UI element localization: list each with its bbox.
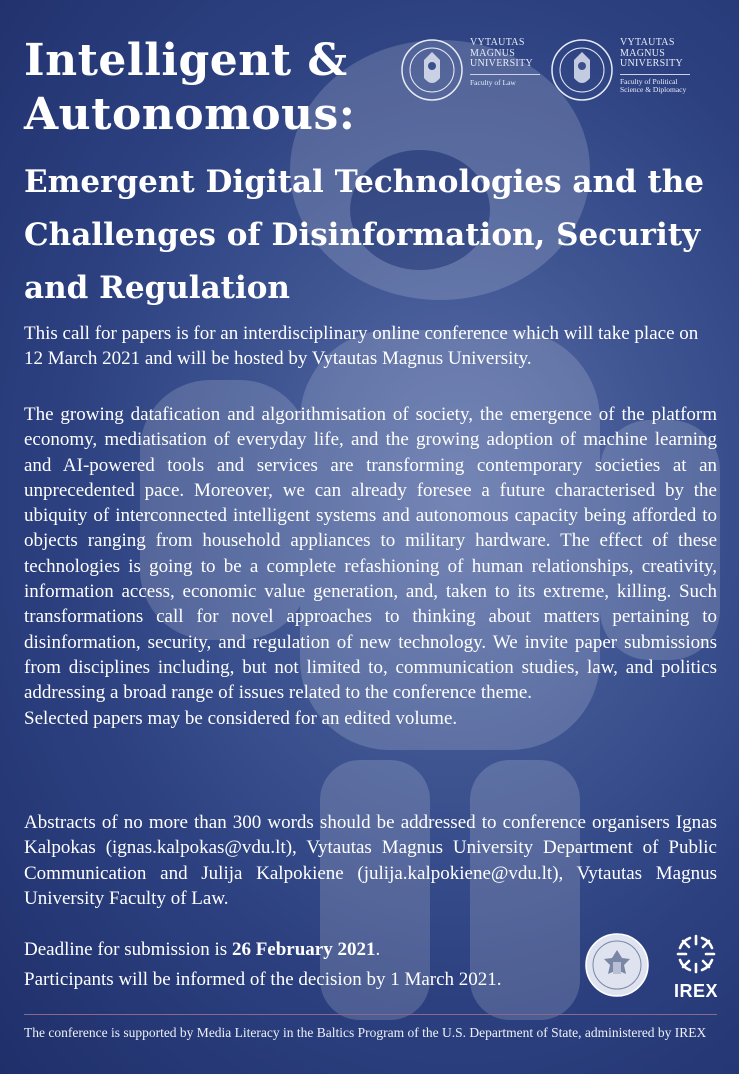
deadline-date: 26 February 2021 xyxy=(231,939,376,960)
logo-pol-text-1: VYTAUTAS xyxy=(620,37,675,48)
subtitle: Emergent Digital Technologies and the Challenges of Disinformation, Security and Regulation xyxy=(24,164,705,306)
intro-paragraph: This call for papers is for an interdisciplinary online conference which will take place on 12 March 2021 and will be hosted by Vytautas Magnus University. xyxy=(24,323,699,370)
title-line-2: Autonomous: xyxy=(24,89,356,140)
main-title xyxy=(24,34,356,142)
footer-text: The conference is supported by Media Literacy in the Baltics Program of the U.S. Department of State, administered by IREX xyxy=(24,1025,707,1040)
irex-icon xyxy=(674,932,718,976)
logo-law-text-3: UNIVERSITY xyxy=(470,58,533,69)
deadline-line xyxy=(24,935,502,965)
us-state-department-seal-icon xyxy=(584,932,650,998)
logo-law-faculty: Faculty of Law xyxy=(470,77,516,87)
footer-divider xyxy=(24,1014,717,1015)
deadline-block xyxy=(24,935,502,995)
vmu-seal-icon xyxy=(550,38,614,102)
deadline-suffix: . xyxy=(375,939,381,960)
body-text: The growing datafication and algorithmisation of society, the emergence of the platform economy, mediatisation of everyday life, and the growing adoption of machine learning and AI-powered tools and services are transforming contemporary societies at an unprecedented pace. Moreover, we can already foresee a future characterised by the ubiquity of interconnected intelligent systems and autonomous capacity being afforded to objects ranging from household appliances to military hardware. The effect of these technologies is going to be a complete refashioning of human relationships, creativity, information access, economic value generation, and, taken to its extreme, killing. Such transformations call for novel approaches to thinking about matters pertaining to disinformation, security, and regulation of new technology. We invite paper submissions from disciplines including, but not limited to, communication studies, law, and politics addressing a broad range of issues related to the conference theme. xyxy=(24,404,717,704)
irex-label: IREX xyxy=(673,981,718,1001)
irex-logo xyxy=(666,932,726,1002)
vmu-seal-icon xyxy=(400,38,464,102)
deadline-prefix: Deadline for submission is xyxy=(24,939,232,960)
logo-faculty-of-law xyxy=(400,38,540,102)
logo-law-text-1: VYTAUTAS xyxy=(470,37,525,48)
logo-faculty-of-political-science xyxy=(550,38,690,102)
body-paragraph xyxy=(24,402,717,731)
logo-pol-text-3: UNIVERSITY xyxy=(620,58,683,69)
title-line-1: Intelligent & xyxy=(24,35,348,86)
logo-pol-text-2: MAGNUS xyxy=(620,47,666,59)
logo-law-text-2: MAGNUS xyxy=(470,47,516,59)
logo-pol-faculty-1: Faculty of Political xyxy=(620,76,678,86)
abstracts-paragraph: Abstracts of no more than 300 words should be addressed to conference organisers Ignas Kalpokas (ignas.kalpokas@vdu.lt), Vytautas Magnus University Department of Public Communication and Julija Kalpokiene (julija.kalpokiene@vdu.lt), Vytautas Magnus University Faculty of Law. xyxy=(24,812,717,909)
logo-pol-faculty-2: Science & Diplomacy xyxy=(620,84,687,94)
notification-line: Participants will be informed of the decision by 1 March 2021. xyxy=(24,969,502,990)
university-logos xyxy=(400,38,690,102)
selected-papers-note: Selected papers may be considered for an edited volume. xyxy=(24,707,458,729)
